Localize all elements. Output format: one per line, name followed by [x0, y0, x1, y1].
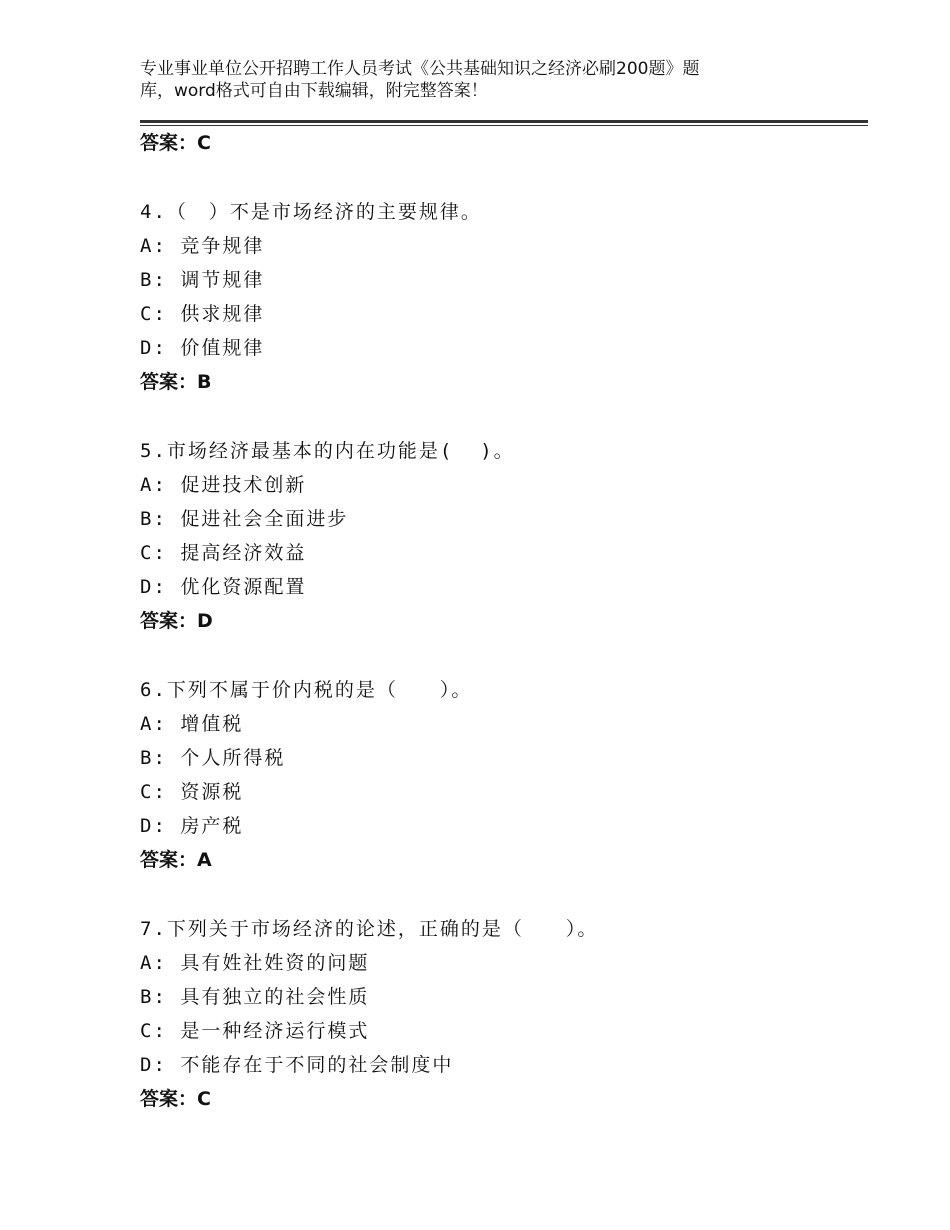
question-7-option-a: A: 具有姓社姓资的问题: [140, 952, 370, 974]
previous-answer: 答案：C: [140, 132, 211, 154]
question-6-option-c: C: 资源税: [140, 781, 244, 803]
question-7-stem: 7.下列关于市场经济的论述，正确的是（ ）。: [140, 918, 599, 940]
header-line-1: 专业事业单位公开招聘工作人员考试《公共基础知识之经济必刷200题》题: [140, 59, 700, 79]
question-7-answer: 答案：C: [140, 1088, 211, 1110]
question-6-option-d: D: 房产税: [140, 815, 244, 837]
question-4-option-c: C: 供求规律: [140, 303, 265, 325]
question-6-option-b: B: 个人所得税: [140, 747, 286, 769]
question-5-answer: 答案：D: [140, 610, 213, 632]
question-4-option-d: D: 价值规律: [140, 337, 265, 359]
header-divider-thick: [140, 120, 868, 123]
question-6-stem: 6.下列不属于价内税的是（ ）。: [140, 679, 473, 701]
question-7-option-b: B: 具有独立的社会性质: [140, 986, 370, 1008]
document-header: [140, 58, 780, 102]
question-4-option-a: A: 竞争规律: [140, 235, 265, 257]
question-5-option-a: A: 促进技术创新: [140, 474, 307, 496]
question-5-option-d: D: 优化资源配置: [140, 576, 307, 598]
question-5-option-b: B: 促进社会全面进步: [140, 508, 349, 530]
question-4-stem: 4.（ ）不是市场经济的主要规律。: [140, 201, 482, 223]
question-5-stem: 5.市场经济最基本的内在功能是( )。: [140, 440, 515, 462]
question-4-answer: 答案：B: [140, 371, 212, 393]
question-6-option-a: A: 增值税: [140, 713, 244, 735]
header-divider-thin: [140, 125, 868, 126]
question-6-answer: 答案：A: [140, 849, 212, 871]
question-5-option-c: C: 提高经济效益: [140, 542, 307, 564]
question-7-option-c: C: 是一种经济运行模式: [140, 1020, 370, 1042]
header-line-2: 库，word格式可自由下载编辑，附完整答案！: [140, 81, 488, 101]
question-7-option-d: D: 不能存在于不同的社会制度中: [140, 1054, 454, 1076]
question-4-option-b: B: 调节规律: [140, 269, 265, 291]
